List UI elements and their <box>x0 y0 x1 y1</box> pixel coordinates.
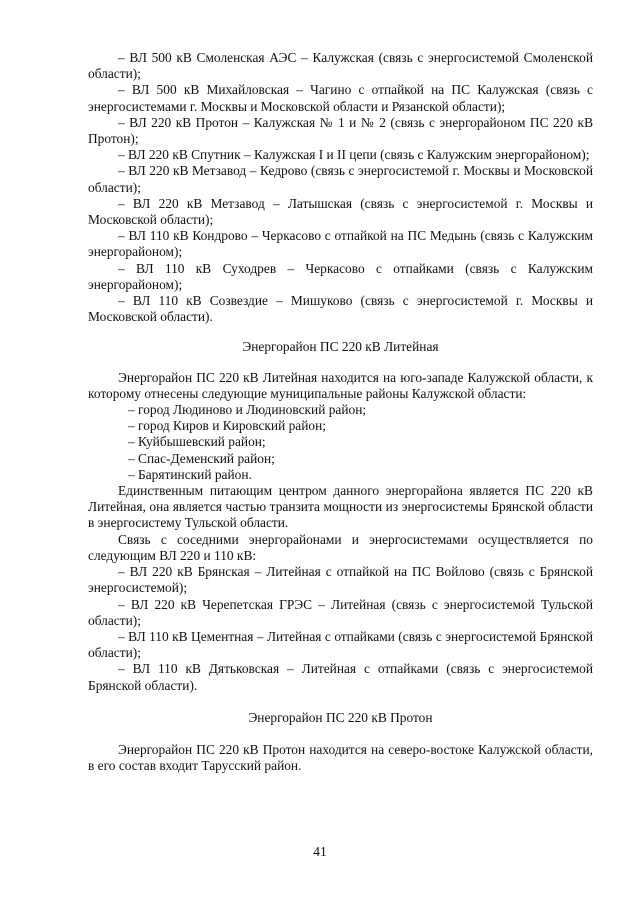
list-item: – ВЛ 110 кВ Суходрев – Черкасово с отпайками (связь с Калужским энергорайоном); <box>88 260 593 292</box>
section-heading-liteynaya: Энергорайон ПС 220 кВ Литейная <box>242 339 439 355</box>
list-item: – ВЛ 220 кВ Черепетская ГРЭС – Литейная (связь с энергосистемой Тульской области); <box>88 596 593 628</box>
section-heading-proton: Энергорайон ПС 220 кВ Протон <box>248 709 433 725</box>
list-item: – ВЛ 500 кВ Смоленская АЭС – Калужская (связь с энергосистемой Смоленской области); <box>88 50 593 82</box>
list-item: – ВЛ 110 кВ Дятьковская – Литейная с отпайками (связь с энергосистемой Брянской области). <box>88 661 593 693</box>
list-item: – город Людиново и Людиновский район; <box>128 402 367 418</box>
page-number: 41 <box>313 844 327 859</box>
paragraph-links-intro: Связь с соседними энергорайонами и энергосистемами осуществляется по следующим ВЛ 220 и 110 кВ: <box>88 531 593 563</box>
list-item: – город Киров и Кировский район; <box>128 418 326 434</box>
list-item: – ВЛ 500 кВ Михайловская – Чагино с отпайкой на ПС Калужская (связь с энергосистемами г. Москвы и Московской области и Рязанской области); <box>88 82 593 114</box>
page-content <box>88 50 593 774</box>
list-item: – ВЛ 110 кВ Цементная – Литейная с отпайками (связь с энергосистемой Брянской области); <box>88 628 593 661</box>
list-item: – Спас-Деменский район; <box>128 450 275 466</box>
list-item: – ВЛ 220 кВ Протон – Калужская № 1 и № 2 (связь с энергорайоном ПС 220 кВ Протон); <box>88 114 593 147</box>
paragraph-proton: Энергорайон ПС 220 кВ Протон находится на северо-востоке Калужской области, в его состав входит Тарусский район. <box>88 741 593 774</box>
paragraph-intro: Энергорайон ПС 220 кВ Литейная находится на юго-западе Калужской области, к которому отнесены следующие муниципальные районы Калужской области: <box>88 369 593 401</box>
list-item: – ВЛ 220 кВ Метзавод – Кедрово (связь с энергосистемой г. Москвы и Московской области); <box>88 163 593 195</box>
list-item: – Барятинский район. <box>128 466 252 482</box>
list-item: – ВЛ 220 кВ Брянская – Литейная с отпайкой на ПС Войлово (связь с Брянской энергосистемой); <box>88 564 593 596</box>
list-item: – ВЛ 220 кВ Метзавод – Латышская (связь с энергосистемой г. Москвы и Московской области); <box>88 195 593 228</box>
list-item: – Куйбышевский район; <box>128 434 266 450</box>
list-item: – ВЛ 110 кВ Кондрово – Черкасово с отпайкой на ПС Медынь (связь с Калужским энергорайоном); <box>88 228 593 260</box>
list-item: – ВЛ 220 кВ Спутник – Калужская I и II цепи (связь с Калужским энергорайоном); <box>118 147 590 163</box>
list-item: – ВЛ 110 кВ Созвездие – Мишуково (связь с энергосистемой г. Москвы и Московской области). <box>88 293 593 325</box>
paragraph-supply: Единственным питающим центром данного энергорайона является ПС 220 кВ Литейная, она является частью транзита мощности из энергосистемы Брянской области в энергосистему Тульской области. <box>88 483 593 531</box>
